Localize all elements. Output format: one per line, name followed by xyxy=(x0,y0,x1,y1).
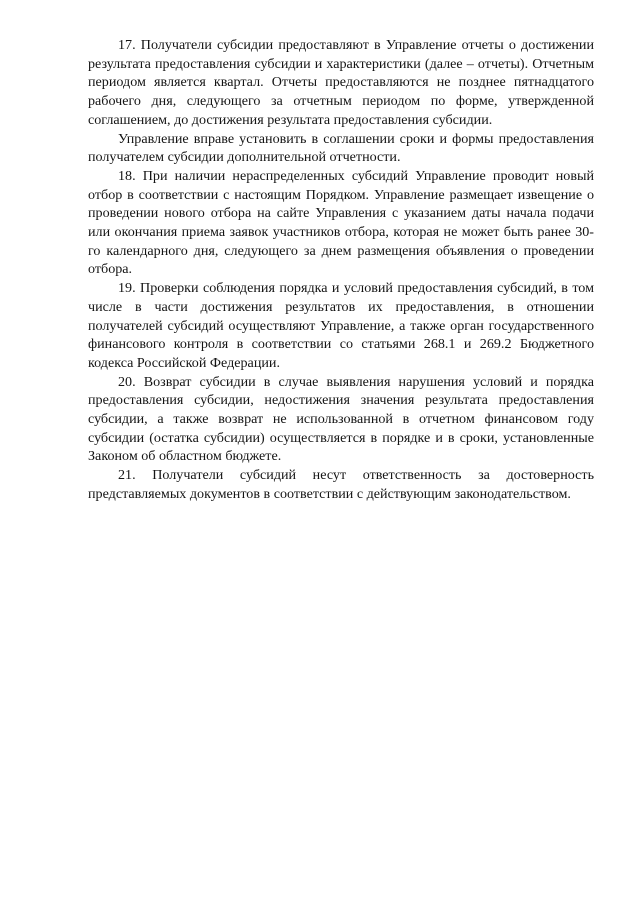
paragraph-item-17: 17. Получатели субсидии предоставляют в Управление отчеты о достижении результата предоставления субсидии и характеристики (далее – отчеты). Отчетным периодом является квартал. Отчеты предоставляются не позднее пятнадцатого рабочего дня, следующего за отчетным периодом по форме, утвержденной соглашением, до достижения результата предоставления субсидии. xyxy=(88,37,594,128)
paragraph-item-21: 21. Получатели субсидий несут ответственность за достоверность представляемых документов в соответствии с действующим законодательством. xyxy=(88,467,594,502)
paragraph-item-20: 20. Возврат субсидии в случае выявления нарушения условий и порядка предоставления субсидии, недостижения значения результата предоставления субсидии, а также возврат не использованной в отчетном финансовом году субсидии (остатка субсидии) осуществляется в порядке и в сроки, установленные Законом об областном бюджете. xyxy=(88,373,594,465)
paragraph-item-18: 18. При наличии нераспределенных субсидий Управление проводит новый отбор в соответствии с настоящим Порядком. Управление размещает извещение о проведении нового отбора на сайте Управления с указанием даты начала подачи или окончания приема заявок участников отбора, которая не может быть ранее 30-го календарного дня, следующего за днем размещения объявления о проведении отбора. xyxy=(88,167,594,278)
paragraph-item-17-reporting: Управление вправе установить в соглашении сроки и формы предоставления получателем субсидии дополнительной отчетности. xyxy=(88,130,594,166)
paragraph-item-19: 19. Проверки соблюдения порядка и условий предоставления субсидий, в том числе в части достижения результатов их предоставления, в отношении получателей субсидий осуществляют Управление, а также орган государственного финансового контроля в соответствии со статьями 268.1 и 269.2 Бюджетного кодекса Российской Федерации. xyxy=(88,280,594,371)
